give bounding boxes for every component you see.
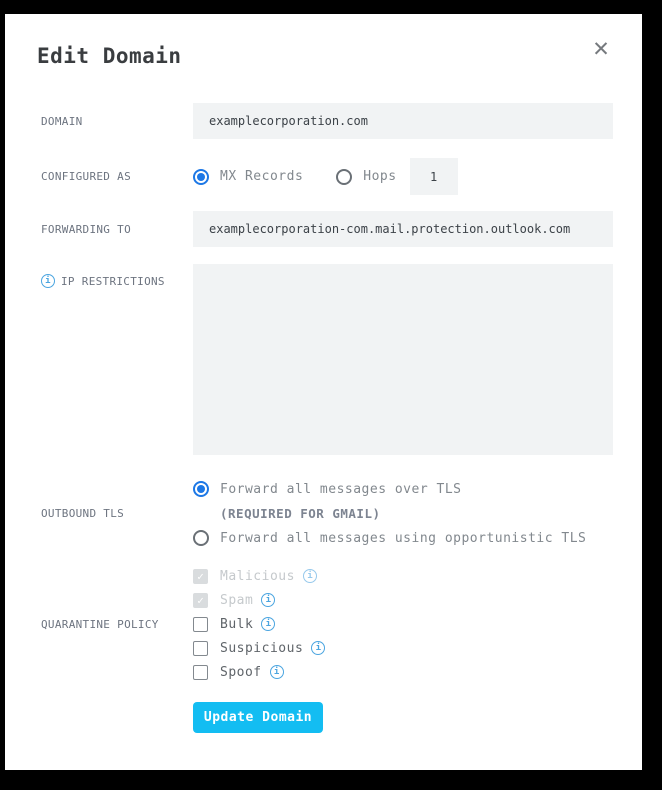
configured-as-label <box>41 170 193 183</box>
outbound-tls-label-text: OUTBOUND TLS <box>41 507 125 520</box>
forwarding-to-input[interactable] <box>193 211 613 247</box>
radio-tls-required-circle[interactable] <box>193 481 209 497</box>
edit-domain-form <box>5 103 642 733</box>
suspicious-label: Suspicious <box>220 640 304 656</box>
spam-label: Spam <box>220 592 254 608</box>
radio-tls-opportunistic-label: Forward all messages using opportunistic TLS <box>220 530 587 546</box>
radio-mx-records-label: MX Records <box>220 169 304 184</box>
radio-mx-records-circle[interactable] <box>193 169 209 185</box>
outbound-tls-options <box>193 477 613 550</box>
outbound-tls-row <box>41 477 613 550</box>
update-domain-button[interactable]: Update Domain <box>193 702 323 733</box>
quarantine-policy-label <box>41 618 193 631</box>
configured-as-options <box>193 158 613 195</box>
edit-domain-modal <box>5 14 642 770</box>
forwarding-to-label-text: FORWARDING TO <box>41 222 131 236</box>
spam-info-icon[interactable]: i <box>261 593 275 607</box>
spoof-info-icon[interactable]: i <box>270 665 284 679</box>
outbound-tls-label <box>41 507 193 520</box>
radio-hops-circle[interactable] <box>336 169 352 185</box>
malicious-label: Malicious <box>220 568 295 584</box>
action-field-wrap <box>193 702 613 733</box>
domain-field-wrap <box>193 103 613 139</box>
radio-tls-required-label: Forward all messages over TLS <box>220 481 462 497</box>
radio-hops[interactable] <box>336 169 396 185</box>
configured-as-label-text: CONFIGURED AS <box>41 170 131 183</box>
forwarding-to-label <box>41 223 193 236</box>
checkbox-row-suspicious[interactable] <box>193 636 613 660</box>
close-icon[interactable]: ✕ <box>592 37 610 61</box>
tls-required-note: (REQUIRED FOR GMAIL) <box>220 506 381 521</box>
domain-label <box>41 115 193 128</box>
spam-checkbox: ✓ <box>193 593 208 608</box>
forwarding-to-row <box>41 211 613 247</box>
modal-header <box>5 14 642 68</box>
radio-mx-records[interactable] <box>193 169 303 185</box>
bulk-label: Bulk <box>220 616 254 632</box>
ip-restrictions-label <box>41 274 193 288</box>
ip-restrictions-row <box>41 264 613 459</box>
spoof-checkbox[interactable] <box>193 665 208 680</box>
ip-restrictions-label-text: IP RESTRICTIONS <box>61 274 165 288</box>
suspicious-checkbox[interactable] <box>193 641 208 656</box>
bulk-checkbox[interactable] <box>193 617 208 632</box>
ip-restrictions-textarea[interactable] <box>193 264 613 455</box>
forwarding-to-field-wrap <box>193 211 613 247</box>
radio-tls-opportunistic-circle[interactable] <box>193 530 209 546</box>
quarantine-policy-row <box>41 564 613 684</box>
hops-count-input[interactable] <box>410 158 458 195</box>
configured-as-row <box>41 158 613 195</box>
ip-restrictions-field-wrap <box>193 264 613 459</box>
domain-row <box>41 103 613 139</box>
bulk-info-icon[interactable]: i <box>261 617 275 631</box>
checkbox-row-malicious <box>193 564 613 588</box>
malicious-info-icon[interactable]: i <box>303 569 317 583</box>
malicious-checkbox: ✓ <box>193 569 208 584</box>
checkbox-row-spoof[interactable] <box>193 660 613 684</box>
quarantine-policy-options <box>193 564 613 684</box>
radio-tls-opportunistic[interactable] <box>193 526 613 550</box>
ip-restrictions-info-icon[interactable]: i <box>41 274 55 288</box>
suspicious-info-icon[interactable]: i <box>311 641 325 655</box>
checkbox-row-spam <box>193 588 613 612</box>
checkbox-row-bulk[interactable] <box>193 612 613 636</box>
radio-hops-label: Hops <box>363 169 397 184</box>
modal-title: Edit Domain <box>37 44 182 68</box>
action-row <box>41 702 613 733</box>
spoof-label: Spoof <box>220 664 262 680</box>
domain-input[interactable] <box>193 103 613 139</box>
domain-label-text: DOMAIN <box>41 114 83 128</box>
quarantine-policy-label-text: QUARANTINE POLICY <box>41 617 159 631</box>
radio-tls-required[interactable] <box>193 477 613 501</box>
